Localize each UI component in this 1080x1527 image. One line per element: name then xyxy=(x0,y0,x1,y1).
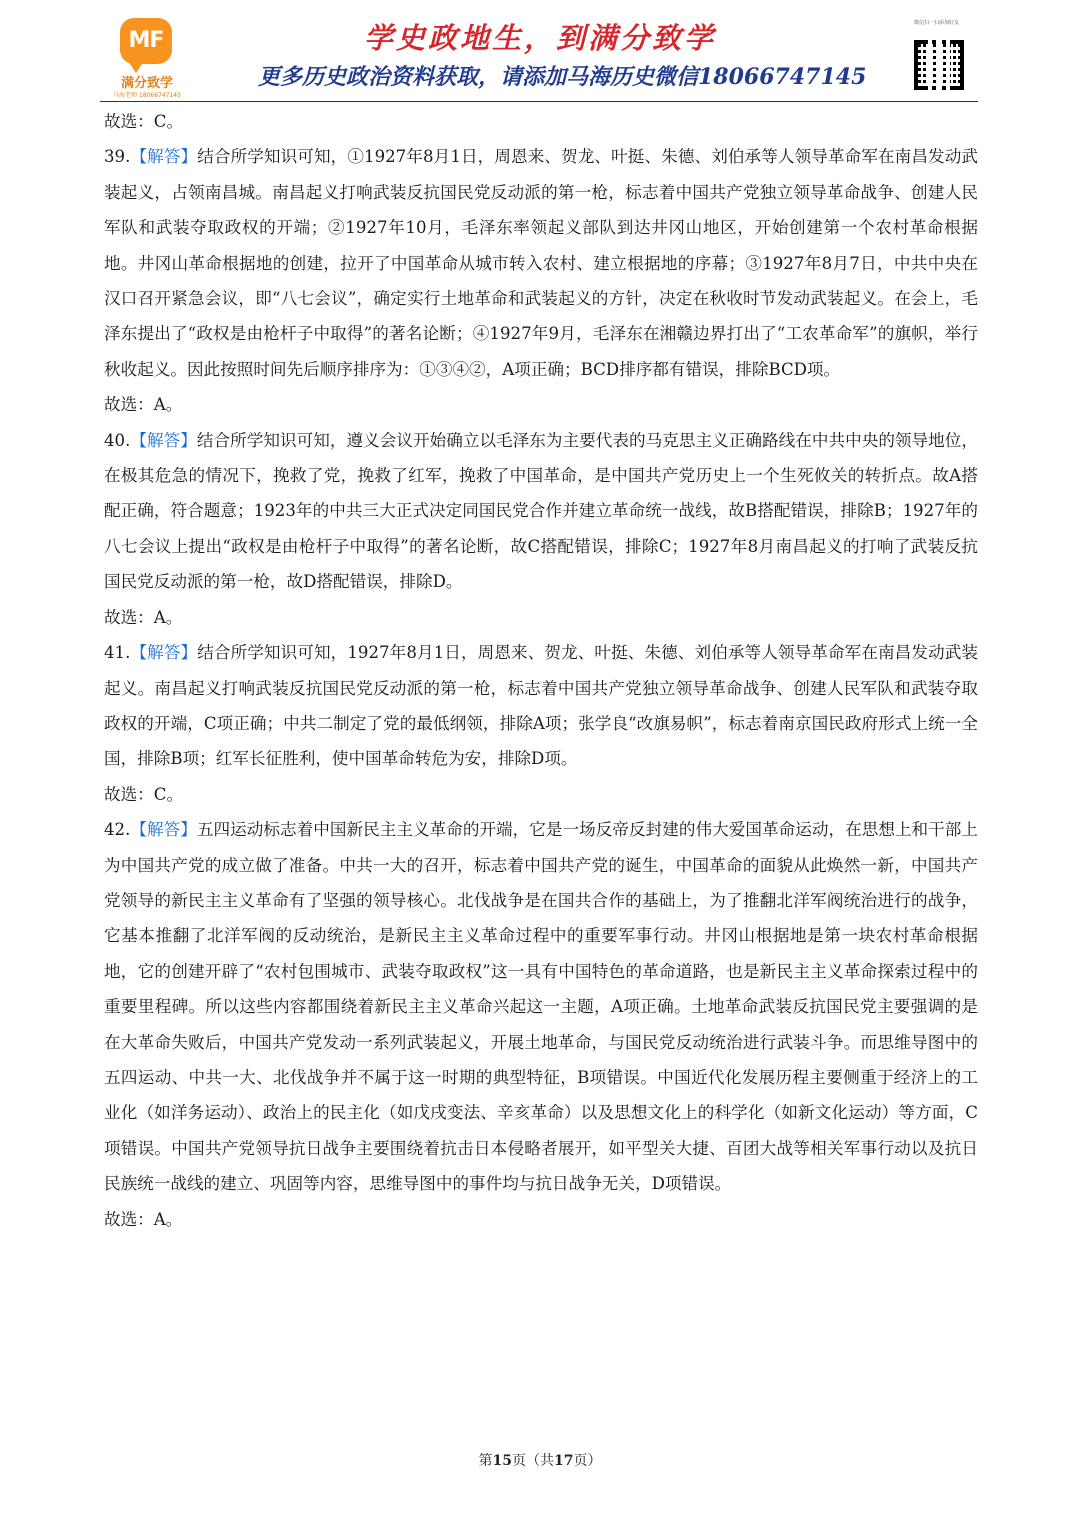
page-number: 15 xyxy=(492,1453,512,1469)
header-divider xyxy=(100,101,978,102)
answer-body: 结合所学知识可知，遵义会议开始确立以毛泽东为主要代表的马克思主义正确路线在中共中央的领导地位，在极其危急的情况下，挽救了党，挽救了红军，挽救了中国革命，是中国共产党历史上一个生死攸关的转折点。故A搭配正确，符合题意；1923年的中共三大正式决定同国民党合作并建立革命统一战线，故B搭配错误，排除B；1927年的八七会议上提出“政权是由枪杆子中取得”的著名论断，故C搭配错误，排除C；1927年8月南昌起义的打响了武装反抗国民党反动派的第一枪，故D搭配错误，排除D。 xyxy=(104,430,979,592)
header-title: 学史政地生，到满分致学 xyxy=(363,21,716,55)
footer-prefix: 第 xyxy=(478,1453,493,1469)
answer-41-choice: 故选：C。 xyxy=(104,784,184,804)
answer-39-text xyxy=(104,139,978,387)
qr-caption: 微信扫一扫添加好友 xyxy=(914,20,960,26)
answer-38-choice: 故选：C。 xyxy=(104,112,184,131)
answer-42-text xyxy=(104,812,978,1201)
answer-tag: 【解答】 xyxy=(130,820,197,840)
question-number: 42. xyxy=(104,820,131,840)
answer-42-choice: 故选：A。 xyxy=(104,1209,183,1229)
answer-body: 结合所学知识可知，1927年8月1日，周恩来、贺龙、叶挺、朱德、刘伯承等人领导革命军在南昌发动武装起义。南昌起义打响武装反抗国民党反动派的第一枪，标志着中国共产党独立领导革命战争、创建人民军队和武装夺取政权的开端，C项正确；中共二制定了党的最低纲领，排除A项；张学良“改旗易帜”，标志着南京国民政府形式上统一全国，排除B项；红军长征胜利，使中国革命转危为安，排除D项。 xyxy=(104,643,978,769)
answer-40-choice: 故选：A。 xyxy=(104,607,183,627)
footer-mid: 页（共 xyxy=(512,1453,554,1469)
logo-sub: 马海老师 18066747145 xyxy=(113,92,181,99)
qr-code-icon xyxy=(914,40,964,90)
page-header xyxy=(0,0,1080,106)
logo xyxy=(108,14,186,100)
question-number: 40. xyxy=(104,430,131,450)
answer-tag: 【解答】 xyxy=(130,430,197,450)
footer-suffix: 页） xyxy=(573,1453,602,1469)
answer-content xyxy=(104,104,978,1237)
answer-41-text xyxy=(104,635,978,777)
answer-body: 五四运动标志着中国新民主主义革命的开端，它是一场反帝反封建的伟大爱国革命运动，在思想上和干部上为中国共产党的成立做了准备。中共一大的召开，标志着中国共产党的诞生，中国革命的面貌从此焕然一新，中国共产党领导的新民主主义革命有了坚强的领导核心。北伐战争是在国共合作的基础上，为了推翻北洋军阀统治进行的战争，它基本推翻了北洋军阀的反动统治，是新民主主义革命过程中的重要军事行动。井冈山根据地是第一块农村革命根据地，它的创建开辟了“农村包围城市、武装夺取政权”这一具有中国特色的革命道路，也是新民主主义革命探索过程中的重要里程碑。所以这些内容都围绕着新民主主义革命兴起这一主题，A项正确。土地革命武装反抗国民党主要强调的是在大革命失败后，中国共产党发动一系列武装起义，开展土地革命，与国民党反动统治进行武装斗争。而思维导图中的五四运动、中共一大、北伐战争并不属于这一时期的典型特征，B项错误。中国近代化发展历程主要侧重于经济上的工业化（如洋务运动）、政治上的民主化（如戊戌变法、辛亥革命）以及思想文化上的科学化（如新文化运动）等方面，C项错误。中国共产党领导抗日战争主要围绕着抗击日本侵略者展开，如平型关大捷、百团大战等相关军事行动以及抗日民族统一战线的建立、巩固等内容，思维导图中的事件均与抗日战争无关，D项错误。 xyxy=(104,820,979,1194)
page-footer xyxy=(0,1450,1080,1470)
page-total: 17 xyxy=(554,1453,574,1469)
answer-body: 结合所学知识可知，①1927年8月1日，周恩来、贺龙、叶挺、朱德、刘伯承等人领导革命军在南昌发动武装起义，占领南昌城。南昌起义打响武装反抗国民党反动派的第一枪，标志着中国共产党独立领导革命战争、创建人民军队和武装夺取政权的开端；②1927年10月，毛泽东率领起义部队到达井冈山地区，开始创建第一个农村革命根据地。井冈山革命根据地的创建，拉开了中国革命从城市转入农村、建立根据地的序幕；③1927年8月7日，中共中央在汉口召开紧急会议，即“八七会议”，确定实行土地革命和武装起义的方针，决定在秋收时节发动武装起义。在会上，毛泽东提出了“政权是由枪杆子中取得”的著名论断；④1927年9月，毛泽东在湘赣边界打出了“工农革命军”的旗帜，举行秋收起义。因此按照时间先后顺序排序为：①③④②，A项正确；BCD排序都有错误，排除BCD项。 xyxy=(104,147,978,379)
answer-tag: 【解答】 xyxy=(130,147,198,167)
question-number: 41. xyxy=(104,643,131,663)
answer-40-text xyxy=(104,423,978,600)
answer-tag: 【解答】 xyxy=(130,643,198,663)
answer-39-choice: 故选：A。 xyxy=(104,395,183,415)
logo-name: 满分致学 xyxy=(120,76,173,91)
logo-mark: MF xyxy=(120,18,172,64)
question-number: 39. xyxy=(104,147,131,167)
header-subtitle: 更多历史政治资料获取，请添加马海历史微信18066747145 xyxy=(258,64,867,90)
